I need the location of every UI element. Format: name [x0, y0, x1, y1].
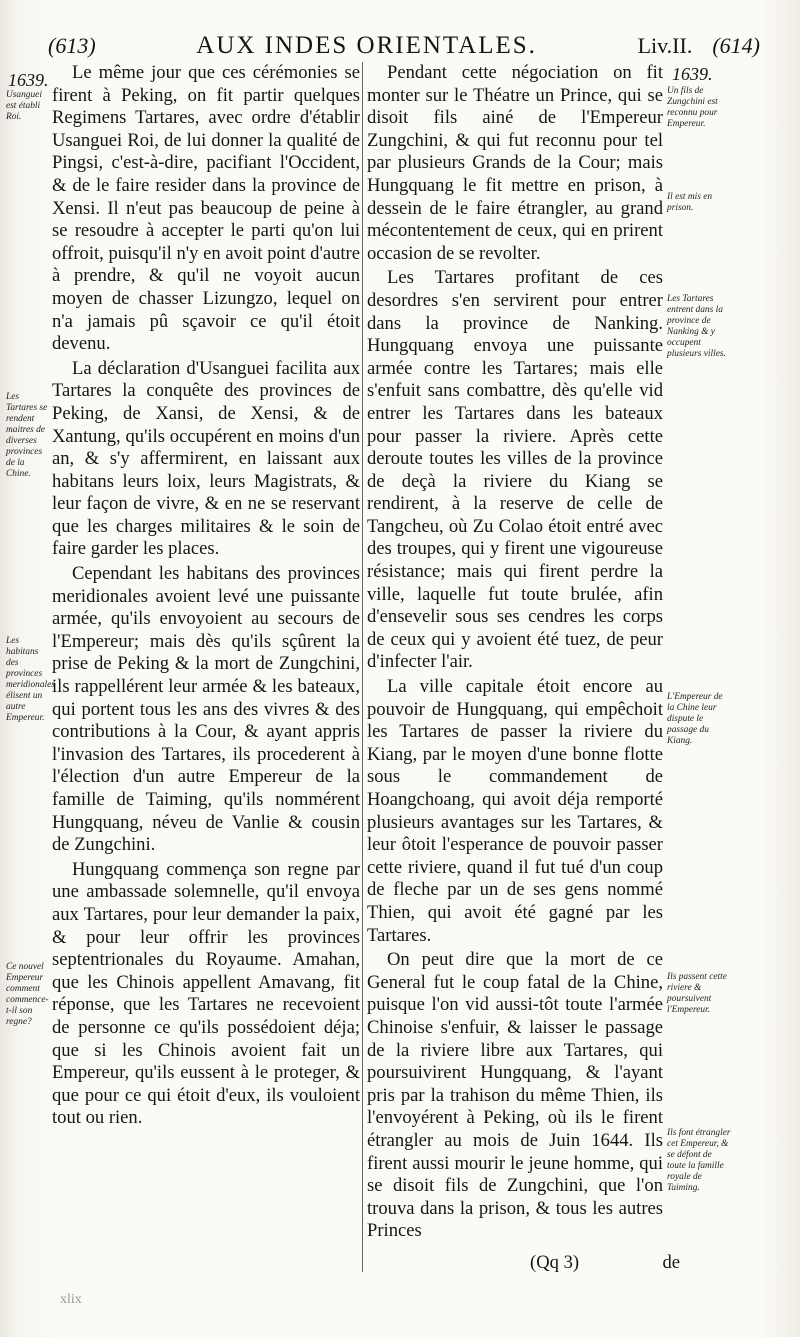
- page-footer: [370, 1252, 680, 1274]
- left-paragraph: Hungquang commença son regne par une ambassade solemnelle, qu'il envoya aux Tartares, pour leur demander la paix, & pour leur offrir les provinces septentrionales du Royaume. Amahan, que les Chinois appellent Amavang, fit réponse, que les Tartares ne recevoient de personne ce qu'ils possédoient déja; que si les Chinois avoient fait un Empereur, qu'ils eussent à le proteger, & que pour ce qui étoit d'eux, ils vouloient tout ou rien.: [52, 858, 360, 1129]
- book-number: Liv.II.: [637, 33, 693, 58]
- margin-note-right-6: Ils font étrangler cet Empereur, & se défont de toute la famille royale de Taiming.: [667, 1128, 731, 1193]
- margin-note-right-4: L'Empereur de la Chine leur dispute le passage du Kiang.: [667, 692, 723, 746]
- bleed-through-text: xlix: [60, 1292, 82, 1307]
- running-title: AUX INDES ORIENTALES.: [196, 32, 537, 59]
- right-column: [367, 62, 663, 1243]
- margin-note-right-2: Il est mis en prison.: [667, 192, 713, 213]
- margin-note-left-3: Les habitans des provinces meridionales élisent un autre Empereur.: [6, 636, 55, 723]
- year-left: 1639.: [8, 70, 49, 90]
- signature-mark: (Qq 3): [530, 1252, 580, 1273]
- margin-note-right-1: Un fils de Zungchini est reconnu pour Empereur.: [667, 86, 718, 129]
- margin-note-right-5: Ils passent cette riviere & poursuivent l'Empereur.: [667, 972, 727, 1015]
- left-paragraph: Le même jour que ces cérémonies se firent à Peking, on fit partir quelques Regimens Tartares, avec ordre d'établir Usanguei Roi, de lui donner la qualité de Pingsi, c'est-à-dire, pacifiant l'Occident, & de le faire resider dans la province de Xensi. Il n'eut pas beaucoup de peine à se resoudre à accepter le parti qu'on lui offroit, puisqu'il n'y en avoit point d'autre à prendre, & qu'il ne voyoit aucun moyen de chasser Lizungzo, lequel on n'a jamais pû sçavoir ce qu'il étoit devenu.: [52, 62, 360, 355]
- running-header: [48, 26, 760, 66]
- margin-note-left-1: Usanguei est établi Roi.: [6, 90, 42, 122]
- catchword: de: [662, 1252, 680, 1273]
- margin-note-left-4: Ce nouvel Empereur comment commence-t-il son regne?: [6, 962, 49, 1027]
- margin-note-right-3: Les Tartares entrent dans la province de Nanking & y occupent plusieurs villes.: [667, 294, 726, 359]
- column-divider: [362, 62, 363, 1272]
- right-paragraph: Pendant cette négociation on fit monter sur le Théatre un Prince, qui se disoit fils ainé de l'Empereur Zungchini, & qui fut reconnu pour tel par plusieurs Grands de la Cour; mais Hungquang le fit mettre en prison, à dessein de le faire étrangler, au grand mécontentement de ceux, qui en prirent occasion de se revolter.: [367, 62, 663, 264]
- right-paragraph: Les Tartares profitant de ces desordres s'en servirent pour entrer dans la province de Nanking. Hungquang envoya une puissante armée contre les Tartares; mais elle s'enfuit sans combattre, dès qu'elle vid entrer les Tartares dans les bateaux pour passer la riviere. Après cette deroute toutes les villes de la province de deçà la riviere du Kiang se rendirent, à la reserve de celle de Tangcheu, où Zu Colao étoit entré avec des troupes, qui y firent une vigoureuse résistance; mais qui firent perdre la ville, laquelle fut toute brulée, afin d'ensevelir sous ses cendres les corps de ceux qui y avoient été tuez, de peur d'infecter l'air.: [367, 267, 663, 673]
- left-column: [52, 62, 360, 1130]
- left-paragraph: La déclaration d'Usanguei facilita aux Tartares la conquête des provinces de Peking, de Xansi, de Xensi, & de Xantung, qu'ils occupérent en moins d'un an, & s'y affermirent, en laissant aux habitans leurs loix, leurs Magistrats, & leur façon de vivre, & en ne se reservant que les charges militaires & le soin de faire garder les places.: [52, 357, 360, 560]
- margin-note-left-2: Les Tartares se rendent maitres de diverses provinces de la Chine.: [6, 392, 48, 479]
- right-paragraph: On peut dire que la mort de ce General fut le coup fatal de la Chine, puisque l'on vid aussi-tôt toute l'armée Chinoise s'enfuir, & laisser le passage de la riviere libre aux Tartares, qui poursuivirent Hungquang, & l'ayant pris par la trahison du même Thien, ils l'envoyérent à Peking, où ils le firent étrangler au mois de Juin 1644. Ils firent aussi mourir le jeune homme, qui se disoit fils de Zungchini, que l'on trouva dans la prison, & tous les autres Princes: [367, 949, 663, 1242]
- right-paragraph: La ville capitale étoit encore au pouvoir de Hungquang, qui empêchoit les Tartares de passer la riviere du Kiang, par le moyen d'une bonne flotte sous le commandement de Hoangchoang, qui avoit déja remporté plusieurs avantages sur les Tartares, & leur ôtoit l'esperance de pouvoir passer cette riviere, quand il fut tué d'un coup de fleche par un de ses gens nommé Thien, qui avoit été gagné par les Tartares.: [367, 676, 663, 946]
- page-number-right: (614): [712, 33, 760, 58]
- left-paragraph: Cependant les habitans des provinces meridionales avoient levé une puissante armée, qu'ils envoyoient au secours de l'Empereur; mais dès qu'ils sçûrent la prise de Peking & la mort de Zungchini, ils rappellérent leur armée & les bateaux, qui portent tous les ans des vivres & des contributions à la Cour, & ayant appris l'invasion des Tartares, ils procederent à l'élection d'un autre Empereur de la famille de Taiming, qu'ils nommérent Hungquang, néveu de Vanlie & cousin de Zungchini.: [52, 563, 360, 856]
- page-number-left: (613): [48, 33, 96, 58]
- year-right: 1639.: [672, 64, 713, 84]
